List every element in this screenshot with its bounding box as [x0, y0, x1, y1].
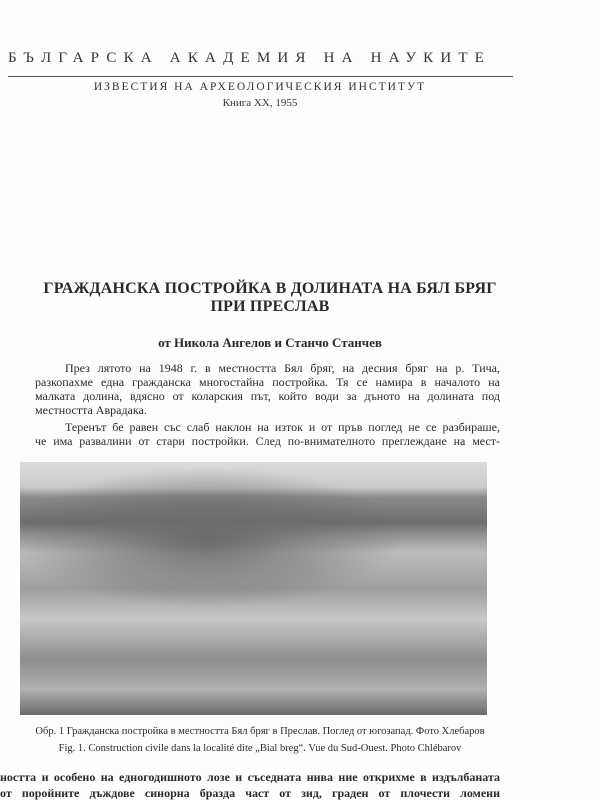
text-line: разкопахме една гражданска многостайна постройка. Тя се намира в началото на: [35, 375, 500, 389]
text-line: местността Аврадака.: [35, 403, 147, 417]
article-title: [0, 280, 540, 316]
continuation-line: ността и особено на едногодишното лозе и съседната нива ние открихме в издълбаната: [0, 770, 500, 784]
volume-info: Книга XX, 1955: [222, 97, 298, 109]
article-authors: от Никола Ангелов и Станчо Станчев: [158, 335, 382, 350]
text-line: Теренът бе равен със слаб наклон на изток и от пръв поглед не се разбираше,: [65, 420, 500, 434]
figure-caption-fr: Fig. 1. Construction civile dans la localité dite „Bial breg“. Vue du Sud-Ouest. Photo Chlébarov: [58, 743, 462, 754]
text-line: че има развалини от стари постройки. След по-внимателното преглеждане на мест-: [35, 434, 500, 448]
continuation-line: от поройните дъждове синорна бразда част от зид, граден от плочести ломени: [0, 786, 500, 800]
journal-title: ИЗВЕСТИЯ НА АРХЕОЛОГИЧЕСКИЯ ИНСТИТУТ: [93, 81, 427, 93]
text-line: През лятото на 1948 г. в местността Бял бряг, на десния бряг на р. Тича,: [65, 361, 500, 375]
paragraph-2: [35, 420, 500, 448]
paragraph-1: [35, 361, 500, 417]
text-line: малката долина, вдясно от коларския път, който води за дъното на долината под: [35, 389, 500, 403]
title-line-1: ГРАЖДАНСКА ПОСТРОЙКА В ДОЛИНАТА НА БЯЛ БРЯГ: [43, 280, 497, 297]
title-line-2: ПРИ ПРЕСЛАВ: [210, 298, 330, 315]
figure-caption-bg: Обр. 1 Гражданска постройка в местността Бял бряг в Преслав. Поглед от югозапад. Фото Хлебаров: [35, 726, 485, 737]
academy-header: БЪЛГАРСКА АКАДЕМИЯ НА НАУКИТЕ: [8, 50, 492, 66]
header-rule: [8, 76, 513, 77]
excavation-photo: [20, 462, 487, 715]
